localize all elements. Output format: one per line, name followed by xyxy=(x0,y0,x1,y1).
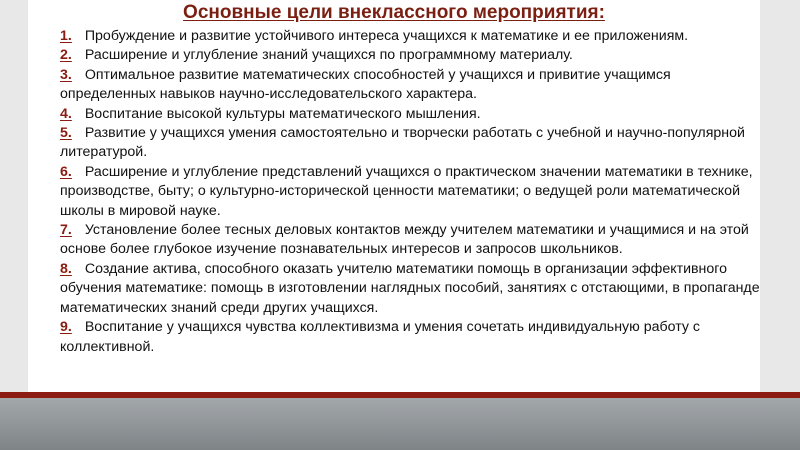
goal-item-9 xyxy=(60,318,760,357)
goal-item-6 xyxy=(60,163,760,221)
slide-title: Основные цели внеклассного мероприятия: xyxy=(183,2,605,23)
goal-text: Воспитание у учащихся чувства коллективизма и умения сочетать индивидуальную работу с коллективной. xyxy=(60,319,700,355)
goal-item-2 xyxy=(60,46,760,65)
bottom-decorative-band xyxy=(0,392,800,450)
bottom-accent-line xyxy=(0,392,800,398)
goal-number: 6. xyxy=(60,163,72,180)
goal-number: 7. xyxy=(60,222,72,239)
goal-text: Оптимальное развитие математических способностей у учащихся и привитие учащимся определенных навыков научно-исследовательского характера. xyxy=(60,66,671,103)
right-margin-band xyxy=(760,0,800,450)
goal-item-1 xyxy=(60,27,760,46)
goal-number: 5. xyxy=(60,125,72,142)
goal-text: Расширение и углубление знаний учащихся по программному материалу. xyxy=(84,47,573,64)
goal-number: 3. xyxy=(60,66,72,83)
goal-item-3 xyxy=(60,66,760,105)
goal-item-7 xyxy=(60,221,760,260)
goal-number: 4. xyxy=(60,105,72,122)
goal-text: Пробуждение и развитие устойчивого интереса учащихся к математике и ее приложениям. xyxy=(84,28,689,44)
goal-text: Расширение и углубление представлений учащихся о практическом значении математики в технике, производстве, быту; о культурно-исторической ценности математики; о ведущей роли математической школы в мировой науке. xyxy=(60,163,753,219)
left-margin-band xyxy=(0,0,28,450)
goal-number: 1. xyxy=(60,28,72,44)
goal-number: 8. xyxy=(60,260,72,277)
goal-text: Создание актива, способного оказать учителю математики помощь в организации эффективного обучения математике: помощь в изготовлении наглядных пособий, занятиях с отстающими, в пропаганде математических знаний среди других учащихся. xyxy=(60,260,760,316)
goal-item-8 xyxy=(60,260,760,318)
goal-text: Воспитание высокой культуры математического мышления. xyxy=(84,105,481,122)
goal-item-4 xyxy=(60,105,760,124)
goal-text: Установление более тесных деловых контактов между учителем математики и учащимися и на этой основе более глубокое изучение познавательных интересов и запросов школьников. xyxy=(60,222,749,258)
goals-list xyxy=(60,27,760,357)
goal-number: 2. xyxy=(60,47,72,64)
goal-number: 9. xyxy=(60,319,72,336)
goal-text: Развитие у учащихся умения самостоятельно и творчески работать с учебной и научно-популярной литературой. xyxy=(60,125,745,161)
goal-item-5 xyxy=(60,124,760,163)
